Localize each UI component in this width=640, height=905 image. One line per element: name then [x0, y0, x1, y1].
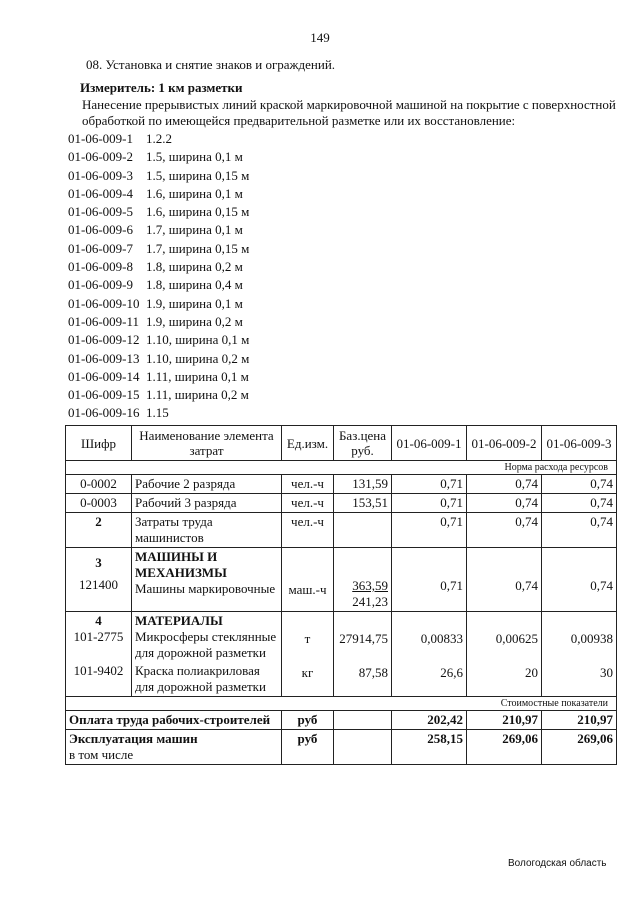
- code-id: 01-06-009-15: [68, 387, 140, 403]
- list-item: [68, 368, 249, 386]
- row-unit: чел.-ч: [282, 494, 334, 513]
- total-price: [334, 711, 392, 730]
- total-name: Оплата труда рабочих-строителей: [66, 711, 282, 730]
- row-unit: [282, 612, 334, 697]
- code-id: 01-06-009-12: [68, 332, 140, 348]
- code-text: 1.7, ширина 0,15 м: [146, 240, 250, 256]
- v1-1: 0,00833: [420, 631, 463, 646]
- row-unit: маш.-ч: [282, 548, 334, 612]
- table-row: [66, 494, 617, 513]
- price-2: 87,58: [358, 665, 388, 680]
- row-price: [334, 612, 392, 697]
- code-id: 01-06-009-8: [68, 259, 133, 275]
- row-name: Рабочий 3 разряда: [132, 494, 282, 513]
- list-item: [68, 258, 249, 276]
- row-unit: чел.-ч: [282, 475, 334, 494]
- list-item: [68, 331, 249, 349]
- row-price: 131,59: [334, 475, 392, 494]
- row-name: Затраты труда машинистов: [132, 513, 282, 548]
- v1-2: 26,6: [440, 665, 463, 680]
- norm-caption: Норма расхода ресурсов: [66, 461, 617, 475]
- code-text: 1.11, ширина 0,2 м: [146, 387, 249, 403]
- total-name: [66, 730, 282, 765]
- list-item: [68, 203, 249, 221]
- code-id: 01-06-009-13: [68, 350, 140, 366]
- code-id: 01-06-009-10: [68, 295, 140, 311]
- list-item: [68, 167, 249, 185]
- unit-2: кг: [301, 665, 314, 680]
- v3-1: 0,00938: [570, 631, 613, 646]
- row-code: [66, 548, 132, 612]
- list-item: [68, 295, 249, 313]
- code-text: 1.15: [146, 405, 169, 421]
- description: Нанесение прерывистых линий краской маркировочной машиной на покрытие с поверхностной обработкой по имеющейся предварительной разметке или их восстановление:: [82, 97, 616, 128]
- total-v2: 210,97: [467, 711, 542, 730]
- code-text: 1.6, ширина 0,1 м: [146, 185, 243, 201]
- table-row: [66, 612, 617, 697]
- code-id: 01-06-009-5: [68, 204, 133, 220]
- code-text: 1.9, ширина 0,2 м: [146, 313, 243, 329]
- v3-2: 30: [600, 665, 613, 680]
- row-unit: чел.-ч: [282, 513, 334, 548]
- row-v2: 0,74: [467, 548, 542, 612]
- header-unit: Ед.изм.: [282, 426, 334, 461]
- total-v1: 258,15: [392, 730, 467, 765]
- row-v1: 0,71: [392, 475, 467, 494]
- header-col1: 01-06-009-1: [392, 426, 467, 461]
- list-item: [68, 313, 249, 331]
- v2-2: 20: [525, 665, 538, 680]
- code-text: 1.2.2: [146, 131, 172, 146]
- row-code: 0-0003: [66, 494, 132, 513]
- list-item: [68, 350, 249, 368]
- list-item: [68, 130, 249, 148]
- total-price: [334, 730, 392, 765]
- total-v2: 269,06: [467, 730, 542, 765]
- header-code: Шифр: [66, 426, 132, 461]
- list-item: [68, 404, 249, 422]
- group-name: МАТЕРИАЛЫ: [135, 613, 223, 628]
- item-name: Машины маркировочные: [135, 581, 276, 596]
- total-unit: руб: [282, 711, 334, 730]
- item-code: 101-2775: [73, 629, 124, 644]
- code-id: 01-06-009-14: [68, 368, 140, 384]
- row-v1: 0,71: [392, 548, 467, 612]
- code-id: 01-06-009-7: [68, 240, 133, 256]
- row-name: [132, 548, 282, 612]
- code-id: 01-06-009-11: [68, 313, 140, 329]
- row-v2: [467, 612, 542, 697]
- code-text: 1.10, ширина 0,2 м: [146, 350, 250, 366]
- row-name: Рабочие 2 разряда: [132, 475, 282, 494]
- row-price: [334, 548, 392, 612]
- row-price: [334, 513, 392, 548]
- code-text: 1.5, ширина 0,1 м: [146, 149, 243, 165]
- cost-caption-row: [66, 697, 617, 711]
- list-item: [68, 276, 249, 294]
- item-name: Краска полиакриловая для дорожной разметки: [135, 663, 266, 694]
- total-v3: 210,97: [542, 711, 617, 730]
- page-number: 149: [310, 30, 330, 45]
- cost-caption: Стоимостные показатели: [66, 697, 617, 711]
- row-code: 2: [66, 513, 132, 548]
- norm-caption-row: [66, 461, 617, 475]
- total-v1: 202,42: [392, 711, 467, 730]
- resource-table: [65, 425, 617, 765]
- code-id: 01-06-009-2: [68, 149, 133, 165]
- row-price: 153,51: [334, 494, 392, 513]
- total-v3: 269,06: [542, 730, 617, 765]
- group-name: МАШИНЫ И МЕХАНИЗМЫ: [135, 549, 227, 580]
- code-text: 1.8, ширина 0,2 м: [146, 259, 243, 275]
- code-id: 01-06-009-9: [68, 277, 133, 293]
- total-row: [66, 730, 617, 765]
- row-code: [66, 612, 132, 697]
- row-v3: 0,74: [542, 494, 617, 513]
- code-id: 01-06-009-3: [68, 167, 133, 183]
- list-item: [68, 148, 249, 166]
- price-main: 363,59: [352, 578, 388, 593]
- row-v2: 0,74: [467, 494, 542, 513]
- footer-region: Вологодская область: [508, 858, 607, 869]
- code-id: 01-06-009-16: [68, 405, 140, 421]
- row-v3: 0,74: [542, 548, 617, 612]
- row-v1: 0,71: [392, 513, 467, 548]
- table-row: [66, 548, 617, 612]
- code-id: 01-06-009-1: [68, 131, 133, 146]
- item-code: 101-9402: [73, 663, 124, 678]
- price-sub: 241,23: [352, 594, 388, 609]
- item-code: 121400: [79, 577, 118, 592]
- header-name: Наименование элемента затрат: [132, 426, 282, 461]
- section-title: 08. Установка и снятие знаков и ограждений.: [86, 57, 336, 72]
- list-item: [68, 185, 249, 203]
- row-v2: 0,74: [467, 475, 542, 494]
- row-v3: 0,74: [542, 513, 617, 548]
- group-code: 3: [95, 555, 102, 570]
- total-unit: руб: [282, 730, 334, 765]
- table-row: [66, 475, 617, 494]
- header-col2: 01-06-009-2: [467, 426, 542, 461]
- code-text: 1.10, ширина 0,1 м: [146, 332, 250, 348]
- list-item: [68, 386, 249, 404]
- item-name: Микросферы стеклянные для дорожной разметки: [135, 629, 277, 660]
- code-id: 01-06-009-4: [68, 185, 133, 201]
- group-code: 4: [95, 613, 102, 628]
- row-v2: 0,74: [467, 513, 542, 548]
- row-v3: [542, 612, 617, 697]
- row-v3: 0,74: [542, 475, 617, 494]
- row-name: [132, 612, 282, 697]
- measure-unit: Измеритель: 1 км разметки: [80, 80, 243, 95]
- code-text: 1.5, ширина 0,15 м: [146, 167, 250, 183]
- code-text: 1.8, ширина 0,4 м: [146, 277, 243, 293]
- including-label: в том числе: [69, 747, 134, 762]
- header-col3: 01-06-009-3: [542, 426, 617, 461]
- price-1: 27914,75: [339, 631, 388, 646]
- list-item: [68, 240, 249, 258]
- exploit-label: Эксплуатация машин: [69, 731, 198, 746]
- row-code: 0-0002: [66, 475, 132, 494]
- row-v1: 0,71: [392, 494, 467, 513]
- code-text: 1.11, ширина 0,1 м: [146, 368, 249, 384]
- table-header: [66, 426, 617, 461]
- header-price: Баз.цена руб.: [334, 426, 392, 461]
- code-text: 1.7, ширина 0,1 м: [146, 222, 243, 238]
- unit-1: т: [304, 631, 311, 646]
- code-id: 01-06-009-6: [68, 222, 133, 238]
- code-text: 1.6, ширина 0,15 м: [146, 204, 250, 220]
- list-item: [68, 221, 249, 239]
- code-list: [68, 130, 249, 423]
- code-text: 1.9, ширина 0,1 м: [146, 295, 243, 311]
- table-row: [66, 513, 617, 548]
- total-row: [66, 711, 617, 730]
- row-v1: [392, 612, 467, 697]
- v2-1: 0,00625: [495, 631, 538, 646]
